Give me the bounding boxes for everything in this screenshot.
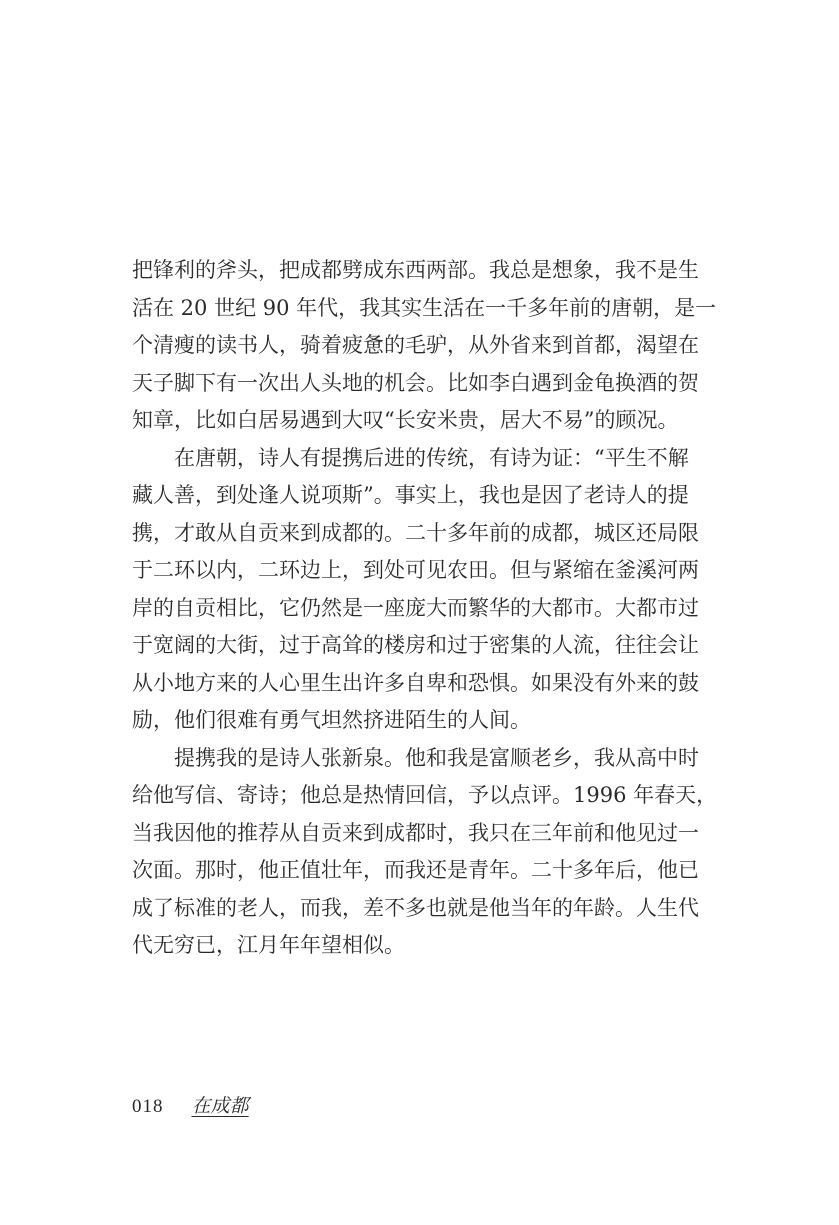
page-footer	[132, 1094, 249, 1119]
text-line: 个清瘦的读书人，骑着疲惫的毛驴，从外省来到首都，渴望在	[132, 333, 699, 357]
book-title: 在成都	[191, 1095, 249, 1117]
text-line: 次面。那时，他正值壮年，而我还是青年。二十多年后，他已	[132, 858, 699, 882]
paragraph-start-line: 提携我的是诗人张新泉。他和我是富顺老乡，我从高中时	[174, 745, 699, 770]
text-line: 天子脚下有一次出人头地的机会。比如李白遇到金龟换酒的贺	[132, 370, 699, 395]
text-line: 成了标准的老人，而我，差不多也就是他当年的年龄。人生代	[132, 895, 699, 920]
text-line: 于二环以内，二环边上，到处可见农田。但与紧缩在釜溪河两	[132, 558, 699, 582]
page-number: 018	[132, 1096, 164, 1117]
text-line: 岸的自贡相比，它仍然是一座庞大而繁华的大都市。大都市过	[132, 595, 699, 620]
body-text	[132, 252, 718, 965]
text-line: 藏人善，到处逢人说项斯”。事实上，我也是因了老诗人的提	[132, 483, 689, 507]
text-line: 给他写信、寄诗；他总是热情回信，予以点评。1996 年春天，	[132, 783, 718, 807]
text-line: 携，才敢从自贡来到成都的。二十多年前的成都，城区还局限	[132, 520, 699, 545]
text-line: 活在 20 世纪 90 年代，我其实生活在一千多年前的唐朝，是一	[132, 295, 717, 320]
text-line: 代无穷已，江月年年望相似。	[132, 933, 405, 957]
text-line: 当我因他的推荐从自贡来到成都时，我只在三年前和他见过一	[132, 820, 699, 845]
text-line: 把锋利的斧头，把成都劈成东西两部。我总是想象，我不是生	[132, 258, 699, 282]
text-line: 知章，比如白居易遇到大叹“长安米贵，居大不易”的顾况。	[132, 408, 679, 432]
text-line: 于宽阔的大街，过于高耸的楼房和过于密集的人流，往往会让	[132, 633, 699, 657]
text-line: 励，他们很难有勇气坦然挤进陌生的人间。	[132, 708, 531, 732]
paragraph-start-line: 在唐朝，诗人有提携后进的传统，有诗为证：“平生不解	[174, 445, 689, 470]
text-line: 从小地方来的人心里生出许多自卑和恐惧。如果没有外来的鼓	[132, 670, 699, 695]
